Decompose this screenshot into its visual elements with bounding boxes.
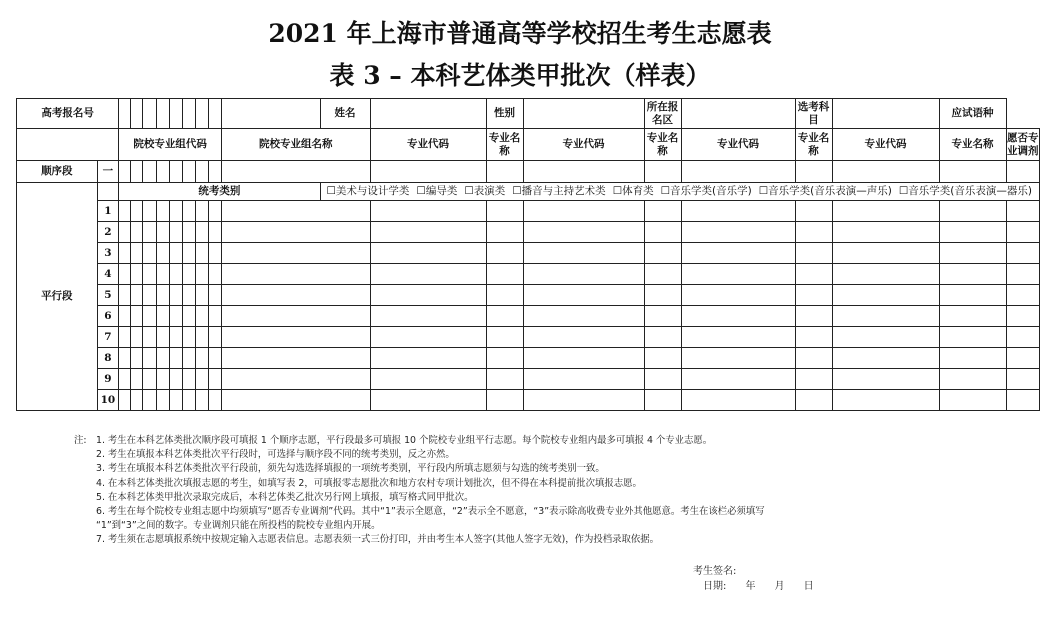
code-cell[interactable] xyxy=(131,327,143,348)
code-cell[interactable] xyxy=(156,306,169,327)
row-number: 8 xyxy=(97,348,119,369)
code-cell[interactable] xyxy=(119,222,131,243)
major-name-field[interactable] xyxy=(644,348,681,369)
major-code-field[interactable] xyxy=(832,306,939,327)
row-number: 3 xyxy=(97,243,119,264)
major-name-field[interactable] xyxy=(486,243,523,264)
category-option[interactable]: ☐表演类 xyxy=(464,185,506,197)
code-cell[interactable] xyxy=(182,264,195,285)
major-code-field[interactable] xyxy=(370,369,486,390)
parallel-row xyxy=(17,348,1040,369)
exam-no-digit-cell[interactable] xyxy=(143,99,156,129)
language-label: 应试语种 xyxy=(939,99,1006,129)
code-cell[interactable] xyxy=(119,327,131,348)
exam-no-digit-cell[interactable] xyxy=(131,99,143,129)
code-cell[interactable] xyxy=(119,201,131,222)
major-code-field[interactable] xyxy=(523,348,644,369)
code-cell[interactable] xyxy=(131,306,143,327)
subject-label: 选考科目 xyxy=(795,99,832,129)
seq-major-code-field[interactable] xyxy=(370,161,486,183)
adjust-field[interactable] xyxy=(1006,222,1039,243)
exam-no-label: 高考报名号 xyxy=(17,99,119,129)
code-cell[interactable] xyxy=(208,201,221,222)
blank-index-cell xyxy=(97,183,119,201)
code-cell[interactable] xyxy=(156,348,169,369)
sequential-label: 顺序段 xyxy=(17,161,98,183)
seq-code-cell[interactable] xyxy=(143,161,156,183)
sequential-index: 一 xyxy=(97,161,119,183)
group-name-field[interactable] xyxy=(222,243,370,264)
major-code-field[interactable] xyxy=(370,327,486,348)
seq-code-cell[interactable] xyxy=(156,161,169,183)
code-cell[interactable] xyxy=(156,201,169,222)
category-option[interactable]: ☐美术与设计学类 xyxy=(326,185,410,197)
col-major-name-3: 专业名称 xyxy=(795,129,832,161)
major-name-field[interactable] xyxy=(644,285,681,306)
major-name-field[interactable] xyxy=(486,264,523,285)
major-code-field[interactable] xyxy=(370,306,486,327)
major-code-field[interactable] xyxy=(523,285,644,306)
name-label: 姓名 xyxy=(320,99,370,129)
row-number: 2 xyxy=(97,222,119,243)
major-name-field[interactable] xyxy=(795,264,832,285)
location-label: 所在报名区 xyxy=(644,99,681,129)
col-group-name: 院校专业组名称 xyxy=(222,129,370,161)
row-number: 7 xyxy=(97,327,119,348)
code-cell[interactable] xyxy=(131,243,143,264)
notes-section xyxy=(74,434,974,548)
blank-corner xyxy=(17,129,119,161)
location-field[interactable] xyxy=(681,99,795,129)
code-cell[interactable] xyxy=(182,348,195,369)
major-name-field[interactable] xyxy=(486,390,523,411)
group-name-field[interactable] xyxy=(222,348,370,369)
col-major-code-2: 专业代码 xyxy=(523,129,644,161)
code-cell[interactable] xyxy=(195,285,208,306)
code-cell[interactable] xyxy=(182,327,195,348)
category-label: 统考类别 xyxy=(119,183,320,201)
col-major-code-4: 专业代码 xyxy=(832,129,939,161)
code-cell[interactable] xyxy=(195,327,208,348)
major-code-field[interactable] xyxy=(681,243,795,264)
code-cell[interactable] xyxy=(143,327,156,348)
code-cell[interactable] xyxy=(119,264,131,285)
code-cell[interactable] xyxy=(169,348,182,369)
major-name-field[interactable] xyxy=(644,369,681,390)
major-code-field[interactable] xyxy=(832,369,939,390)
note-item: 3. 考生在填报本科艺体类批次平行段前，须先勾选选择填报的一项统考类别，平行段内所填志愿须与勾选的统考类别一致。 xyxy=(96,463,605,475)
major-name-field[interactable] xyxy=(486,306,523,327)
major-code-field[interactable] xyxy=(523,390,644,411)
code-cell[interactable] xyxy=(143,264,156,285)
row-number: 10 xyxy=(97,390,119,411)
category-option[interactable]: ☐音乐学类(音乐表演—器乐) xyxy=(898,185,1032,197)
major-code-field[interactable] xyxy=(681,264,795,285)
code-cell[interactable] xyxy=(131,201,143,222)
major-code-field[interactable] xyxy=(681,369,795,390)
notes-label: 注: xyxy=(74,435,87,446)
seq-major-name-field[interactable] xyxy=(939,161,1006,183)
group-name-field[interactable] xyxy=(222,285,370,306)
code-cell[interactable] xyxy=(195,243,208,264)
note-item: 2. 考生在填报本科艺体类批次平行段时，可选择与顺序段不同的统考类别，反之亦然。 xyxy=(96,449,455,461)
group-name-field[interactable] xyxy=(222,201,370,222)
form-title: 2021 年上海市普通高等学校招生考生志愿表 xyxy=(268,19,772,48)
adjust-field[interactable] xyxy=(1006,306,1039,327)
code-cell[interactable] xyxy=(131,369,143,390)
major-code-field[interactable] xyxy=(370,201,486,222)
major-name-field[interactable] xyxy=(939,390,1006,411)
col-group-code: 院校专业组代码 xyxy=(119,129,222,161)
code-cell[interactable] xyxy=(143,306,156,327)
major-code-field[interactable] xyxy=(681,348,795,369)
code-cell[interactable] xyxy=(182,201,195,222)
code-cell[interactable] xyxy=(143,243,156,264)
code-cell[interactable] xyxy=(208,390,221,411)
code-cell[interactable] xyxy=(131,264,143,285)
major-name-field[interactable] xyxy=(795,327,832,348)
note-item: 1. 考生在本科艺体类批次顺序段可填报 1 个顺序志愿，平行段最多可填报 10 个院校专业组平行志愿。每个院校专业组内最多可填报 4 个专业志愿。 xyxy=(96,435,713,446)
code-cell[interactable] xyxy=(169,264,182,285)
application-form-table xyxy=(16,98,1040,411)
code-cell[interactable] xyxy=(156,222,169,243)
code-cell[interactable] xyxy=(143,348,156,369)
major-name-field[interactable] xyxy=(486,201,523,222)
major-code-field[interactable] xyxy=(370,243,486,264)
code-cell[interactable] xyxy=(208,306,221,327)
major-code-field[interactable] xyxy=(523,222,644,243)
adjust-field[interactable] xyxy=(1006,264,1039,285)
code-cell[interactable] xyxy=(169,369,182,390)
note-item: 6. 考生在每个院校专业组志愿中均须填写“愿否专业调剂”代码。其中“1”表示全愿意，“2”表示全不愿意，“3”表示除高收费专业外其他愿意。考生在该栏必须填写 “1”到“3”之间的数字。专业调剂只能在所投档的院校专业组内开展。 xyxy=(96,506,765,532)
major-code-field[interactable] xyxy=(370,264,486,285)
code-cell[interactable] xyxy=(169,327,182,348)
parallel-row xyxy=(17,390,1040,411)
major-name-field[interactable] xyxy=(939,369,1006,390)
row-number: 5 xyxy=(97,285,119,306)
date-label: 日期: 年 月 日 xyxy=(703,581,814,592)
col-major-name-4: 专业名称 xyxy=(939,129,1006,161)
major-code-field[interactable] xyxy=(523,201,644,222)
code-cell[interactable] xyxy=(208,243,221,264)
major-code-field[interactable] xyxy=(832,222,939,243)
exam-no-digit-cell[interactable] xyxy=(119,99,131,129)
row-number: 1 xyxy=(97,201,119,222)
name-field[interactable] xyxy=(370,99,486,129)
major-name-field[interactable] xyxy=(644,201,681,222)
code-cell[interactable] xyxy=(143,390,156,411)
code-cell[interactable] xyxy=(208,222,221,243)
major-code-field[interactable] xyxy=(523,369,644,390)
code-cell[interactable] xyxy=(182,222,195,243)
seq-major-name-field[interactable] xyxy=(644,161,681,183)
major-name-field[interactable] xyxy=(939,348,1006,369)
code-cell[interactable] xyxy=(169,306,182,327)
seq-major-name-field[interactable] xyxy=(486,161,523,183)
code-cell[interactable] xyxy=(119,369,131,390)
group-name-field[interactable] xyxy=(222,390,370,411)
adjust-field[interactable] xyxy=(1006,285,1039,306)
code-cell[interactable] xyxy=(182,285,195,306)
major-code-field[interactable] xyxy=(832,348,939,369)
major-code-field[interactable] xyxy=(523,243,644,264)
major-code-field[interactable] xyxy=(681,327,795,348)
group-name-field[interactable] xyxy=(222,306,370,327)
seq-major-code-field[interactable] xyxy=(523,161,644,183)
major-code-field[interactable] xyxy=(523,264,644,285)
code-cell[interactable] xyxy=(131,348,143,369)
col-major-code-3: 专业代码 xyxy=(681,129,795,161)
code-cell[interactable] xyxy=(169,201,182,222)
major-code-field[interactable] xyxy=(681,390,795,411)
major-name-field[interactable] xyxy=(795,369,832,390)
major-code-field[interactable] xyxy=(832,264,939,285)
code-cell[interactable] xyxy=(156,369,169,390)
major-code-field[interactable] xyxy=(370,222,486,243)
adjust-field[interactable] xyxy=(1006,390,1039,411)
code-cell[interactable] xyxy=(208,285,221,306)
major-code-field[interactable] xyxy=(370,285,486,306)
major-name-field[interactable] xyxy=(644,222,681,243)
code-cell[interactable] xyxy=(208,348,221,369)
exam-no-extra-cell[interactable] xyxy=(222,99,320,129)
code-cell[interactable] xyxy=(169,243,182,264)
code-cell[interactable] xyxy=(119,306,131,327)
major-name-field[interactable] xyxy=(939,201,1006,222)
category-option[interactable]: ☐体育类 xyxy=(612,185,654,197)
category-options[interactable] xyxy=(320,183,1040,201)
code-cell[interactable] xyxy=(156,327,169,348)
code-cell[interactable] xyxy=(131,222,143,243)
adjust-field[interactable] xyxy=(1006,201,1039,222)
gender-field[interactable] xyxy=(523,99,644,129)
code-cell[interactable] xyxy=(208,369,221,390)
code-cell[interactable] xyxy=(195,201,208,222)
seq-code-cell[interactable] xyxy=(195,161,208,183)
major-name-field[interactable] xyxy=(939,306,1006,327)
code-cell[interactable] xyxy=(208,264,221,285)
subject-field[interactable] xyxy=(832,99,939,129)
major-name-field[interactable] xyxy=(795,222,832,243)
exam-no-digit-cell[interactable] xyxy=(156,99,169,129)
major-name-field[interactable] xyxy=(644,264,681,285)
code-cell[interactable] xyxy=(169,222,182,243)
major-code-field[interactable] xyxy=(681,285,795,306)
code-cell[interactable] xyxy=(182,306,195,327)
seq-adjust-field[interactable] xyxy=(1006,161,1039,183)
row-number: 6 xyxy=(97,306,119,327)
parallel-row xyxy=(17,306,1040,327)
code-cell[interactable] xyxy=(131,390,143,411)
code-cell[interactable] xyxy=(143,201,156,222)
major-name-field[interactable] xyxy=(795,243,832,264)
exam-no-digit-cell[interactable] xyxy=(195,99,208,129)
code-cell[interactable] xyxy=(156,285,169,306)
major-name-field[interactable] xyxy=(939,285,1006,306)
major-code-field[interactable] xyxy=(681,306,795,327)
code-cell[interactable] xyxy=(143,222,156,243)
code-cell[interactable] xyxy=(143,285,156,306)
row-number: 4 xyxy=(97,264,119,285)
major-code-field[interactable] xyxy=(523,327,644,348)
code-cell[interactable] xyxy=(195,306,208,327)
parallel-row xyxy=(17,222,1040,243)
major-name-field[interactable] xyxy=(795,285,832,306)
seq-code-cell[interactable] xyxy=(131,161,143,183)
parallel-row xyxy=(17,243,1040,264)
seq-code-cell[interactable] xyxy=(119,161,131,183)
code-cell[interactable] xyxy=(143,369,156,390)
major-code-field[interactable] xyxy=(681,222,795,243)
major-code-field[interactable] xyxy=(832,327,939,348)
parallel-row xyxy=(17,369,1040,390)
code-cell[interactable] xyxy=(182,243,195,264)
group-name-field[interactable] xyxy=(222,327,370,348)
seq-major-code-field[interactable] xyxy=(681,161,795,183)
major-code-field[interactable] xyxy=(681,201,795,222)
code-cell[interactable] xyxy=(182,369,195,390)
code-cell[interactable] xyxy=(195,369,208,390)
major-name-field[interactable] xyxy=(644,390,681,411)
major-name-field[interactable] xyxy=(486,369,523,390)
code-cell[interactable] xyxy=(169,285,182,306)
seq-code-cell[interactable] xyxy=(169,161,182,183)
parallel-row xyxy=(17,285,1040,306)
code-cell[interactable] xyxy=(119,243,131,264)
code-cell[interactable] xyxy=(182,390,195,411)
category-option[interactable]: ☐编导类 xyxy=(416,185,458,197)
note-item: 4. 在本科艺体类批次填报志愿的考生，如填写表 2，可填报零志愿批次和地方农村专项计划批次，但不得在本科提前批次填报志愿。 xyxy=(96,477,642,489)
row-number: 9 xyxy=(97,369,119,390)
code-cell[interactable] xyxy=(119,285,131,306)
seq-major-name-field[interactable] xyxy=(795,161,832,183)
major-name-field[interactable] xyxy=(644,327,681,348)
code-cell[interactable] xyxy=(195,390,208,411)
seq-major-code-field[interactable] xyxy=(832,161,939,183)
major-code-field[interactable] xyxy=(832,243,939,264)
code-cell[interactable] xyxy=(156,264,169,285)
code-cell[interactable] xyxy=(169,390,182,411)
major-name-field[interactable] xyxy=(644,306,681,327)
col-adjust: 愿否专业调剂 xyxy=(1006,129,1039,161)
adjust-field[interactable] xyxy=(1006,348,1039,369)
major-name-field[interactable] xyxy=(795,390,832,411)
code-cell[interactable] xyxy=(119,348,131,369)
code-cell[interactable] xyxy=(156,390,169,411)
category-option[interactable]: ☐播音与主持艺术类 xyxy=(512,185,606,197)
group-name-field[interactable] xyxy=(222,222,370,243)
major-name-field[interactable] xyxy=(486,327,523,348)
col-major-name-1: 专业名称 xyxy=(486,129,523,161)
adjust-field[interactable] xyxy=(1006,369,1039,390)
adjust-field[interactable] xyxy=(1006,243,1039,264)
signature-label: 考生签名: xyxy=(693,566,737,577)
major-name-field[interactable] xyxy=(486,222,523,243)
gender-label: 性别 xyxy=(486,99,523,129)
parallel-label: 平行段 xyxy=(17,183,98,411)
code-cell[interactable] xyxy=(195,348,208,369)
col-major-name-2: 专业名称 xyxy=(644,129,681,161)
major-name-field[interactable] xyxy=(795,306,832,327)
code-cell[interactable] xyxy=(208,327,221,348)
exam-no-digit-cell[interactable] xyxy=(182,99,195,129)
note-item: 5. 在本科艺体类甲批次录取完成后，本科艺体类乙批次另行网上填报，填写格式同甲批次。 xyxy=(96,491,474,503)
category-option[interactable]: ☐音乐学类(音乐表演—声乐) xyxy=(758,185,892,197)
seq-code-cell[interactable] xyxy=(208,161,221,183)
major-code-field[interactable] xyxy=(832,201,939,222)
major-code-field[interactable] xyxy=(832,390,939,411)
seq-code-cell[interactable] xyxy=(182,161,195,183)
major-code-field[interactable] xyxy=(832,285,939,306)
major-name-field[interactable] xyxy=(795,201,832,222)
parallel-row xyxy=(17,201,1040,222)
major-name-field[interactable] xyxy=(644,243,681,264)
code-cell[interactable] xyxy=(131,285,143,306)
major-name-field[interactable] xyxy=(939,264,1006,285)
parallel-row xyxy=(17,327,1040,348)
major-name-field[interactable] xyxy=(939,243,1006,264)
code-cell[interactable] xyxy=(195,222,208,243)
code-cell[interactable] xyxy=(119,390,131,411)
category-option[interactable]: ☐音乐学类(音乐学) xyxy=(660,185,752,197)
major-name-field[interactable] xyxy=(939,222,1006,243)
major-name-field[interactable] xyxy=(486,348,523,369)
col-major-code-1: 专业代码 xyxy=(370,129,486,161)
seq-group-name-field[interactable] xyxy=(222,161,370,183)
major-code-field[interactable] xyxy=(370,348,486,369)
group-name-field[interactable] xyxy=(222,264,370,285)
parallel-row xyxy=(17,264,1040,285)
group-name-field[interactable] xyxy=(222,369,370,390)
major-name-field[interactable] xyxy=(795,348,832,369)
major-name-field[interactable] xyxy=(939,327,1006,348)
major-code-field[interactable] xyxy=(523,306,644,327)
code-cell[interactable] xyxy=(195,264,208,285)
code-cell[interactable] xyxy=(156,243,169,264)
exam-no-digit-cell[interactable] xyxy=(208,99,221,129)
major-code-field[interactable] xyxy=(370,390,486,411)
adjust-field[interactable] xyxy=(1006,327,1039,348)
note-item: 7. 考生须在志愿填报系统中按规定输入志愿表信息。志愿表须一式三份打印，并由考生本人签字(其他人签字无效)，作为投档录取依据。 xyxy=(96,534,659,546)
exam-no-digit-cell[interactable] xyxy=(169,99,182,129)
form-subtitle: 表 3 – 本科艺体类甲批次（样表） xyxy=(329,61,711,90)
major-name-field[interactable] xyxy=(486,285,523,306)
